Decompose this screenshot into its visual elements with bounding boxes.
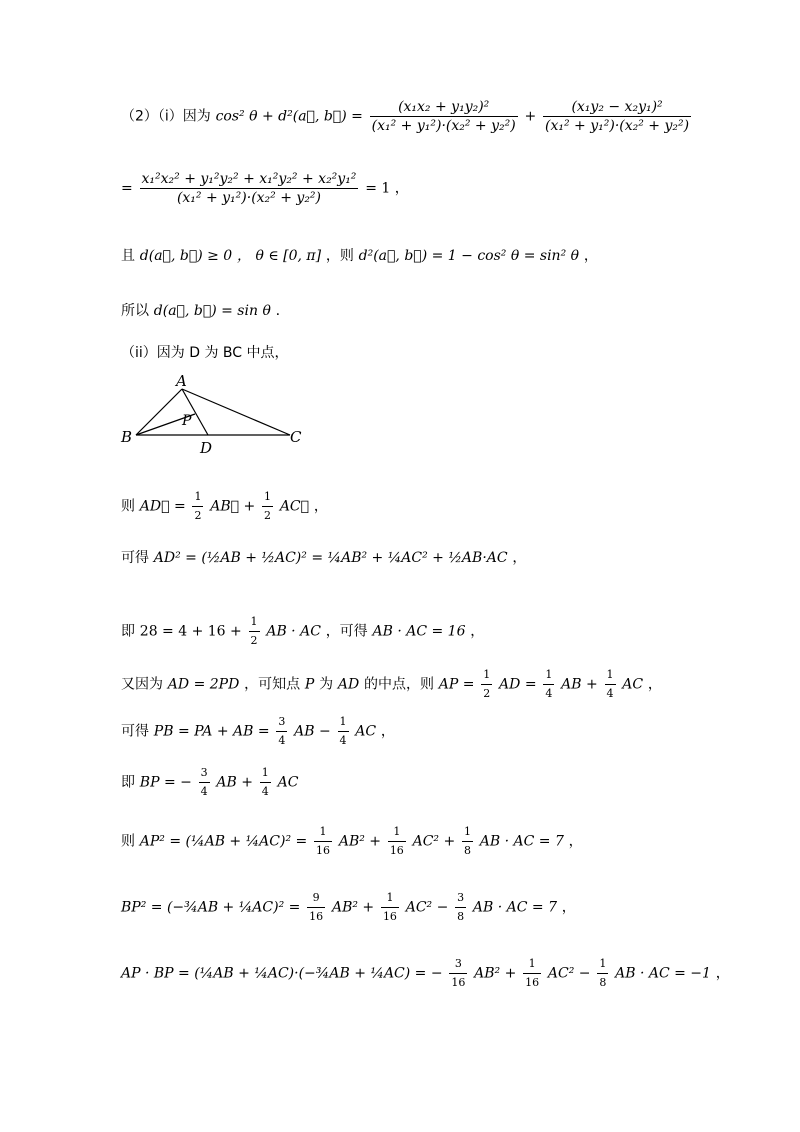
fraction xyxy=(597,955,608,992)
fraction xyxy=(543,666,554,703)
text: 则 xyxy=(121,498,135,515)
line-7 xyxy=(121,547,526,568)
denominator: 2 xyxy=(250,634,258,647)
math: 28 = 4 + 16 + xyxy=(139,623,242,640)
line-1 xyxy=(121,98,693,135)
text: 为 xyxy=(319,676,334,693)
math: BP² = (−¾AB + ¼AC)² = xyxy=(121,899,301,916)
line-6 xyxy=(121,488,328,525)
fraction xyxy=(370,98,518,135)
denominator: 4 xyxy=(339,734,347,747)
text: 则 xyxy=(121,833,135,850)
segment-AC xyxy=(182,389,290,435)
math: AB² + xyxy=(338,833,382,850)
math: = xyxy=(121,180,133,197)
numerator: 1 xyxy=(523,955,541,974)
math: d(a⃗, b⃗) = sin θ xyxy=(153,303,271,319)
denominator: 8 xyxy=(457,910,465,923)
math: AC² − xyxy=(547,965,591,982)
text: 的中点，则 xyxy=(363,676,434,693)
text: ， xyxy=(380,723,395,740)
numerator: 3 xyxy=(199,764,210,783)
text: 可得 xyxy=(121,723,149,740)
line-5 xyxy=(121,342,289,363)
numerator: 3 xyxy=(276,713,287,732)
line-2 xyxy=(121,170,409,207)
math: AB · AC = 7 xyxy=(479,833,564,850)
denominator: 4 xyxy=(278,734,286,747)
label-P: P xyxy=(182,413,192,429)
math: AC⃗ xyxy=(279,498,310,515)
math: BP = − xyxy=(139,774,192,791)
math: AP = xyxy=(438,676,475,693)
math: AB · AC xyxy=(266,623,321,640)
text: ， xyxy=(647,676,662,693)
text: ， xyxy=(512,550,527,566)
numerator: (x₁y₂ − x₂y₁)² xyxy=(543,98,691,117)
fraction xyxy=(523,955,541,992)
math: . xyxy=(275,303,281,319)
numerator: 9 xyxy=(307,889,325,908)
line-14 xyxy=(121,955,730,992)
denominator: 16 xyxy=(309,910,324,923)
denominator: 8 xyxy=(599,976,607,989)
label-A: A xyxy=(176,372,187,390)
denominator: 16 xyxy=(451,976,466,989)
math: AD⃗ = xyxy=(139,498,186,515)
fraction xyxy=(449,955,467,992)
numerator: 1 xyxy=(481,666,492,685)
text: 又因为 xyxy=(121,676,163,693)
math: cos² θ + d²(a⃗, b⃗) = xyxy=(215,108,363,125)
denominator: 4 xyxy=(606,687,614,700)
denominator: 16 xyxy=(525,976,540,989)
math: AC xyxy=(277,774,299,791)
math: AD = 2PD xyxy=(167,676,240,693)
fraction xyxy=(199,764,210,801)
math: AP · BP = (¼AB + ¼AC)·(−¾AB + ¼AC) = − xyxy=(121,965,443,982)
numerator: x₁²x₂² + y₁²y₂² + x₁²y₂² + x₂²y₁² xyxy=(141,171,357,187)
numerator: 1 xyxy=(260,764,271,783)
math: AB + xyxy=(216,774,254,791)
math: AB − xyxy=(294,723,331,740)
math: ， θ ∈ [0, π] xyxy=(237,248,322,264)
math: AC² − xyxy=(405,899,449,916)
denominator: 16 xyxy=(389,844,404,857)
line-4 xyxy=(121,300,280,321)
numerator: 1 xyxy=(314,823,332,842)
math: AB + xyxy=(561,676,598,693)
math: = 1 ， xyxy=(365,180,409,197)
math: AD xyxy=(337,676,360,693)
math: + xyxy=(524,108,537,125)
denominator: 2 xyxy=(483,687,491,700)
math: d²(a⃗, b⃗) = 1 − cos² θ = sin² θ xyxy=(358,248,580,264)
text: 所以 xyxy=(121,303,149,319)
numerator: 3 xyxy=(449,955,467,974)
math: d(a⃗, b⃗) ≥ 0 xyxy=(139,248,233,264)
segment-BA xyxy=(136,389,182,435)
math: AB⃗ + xyxy=(210,498,256,515)
numerator: 1 xyxy=(543,666,554,685)
text: ，则 xyxy=(325,248,354,264)
text: （2）（i）因为 xyxy=(121,108,211,125)
fraction xyxy=(260,764,271,801)
fraction xyxy=(140,170,359,207)
fraction xyxy=(192,488,203,525)
numerator: 1 xyxy=(388,823,406,842)
numerator: 1 xyxy=(381,889,399,908)
math: AC xyxy=(355,723,377,740)
math: AP² = (¼AB + ¼AC)² = xyxy=(139,833,308,850)
numerator: 1 xyxy=(605,666,616,685)
fraction xyxy=(381,889,399,926)
fraction xyxy=(249,613,260,650)
math: PB = PA + AB = xyxy=(153,723,270,740)
fraction xyxy=(388,823,406,860)
text: 即 xyxy=(121,623,135,640)
numerator: 1 xyxy=(338,713,349,732)
line-13 xyxy=(121,889,576,926)
fraction xyxy=(543,98,691,135)
text: 且 xyxy=(121,248,135,264)
math: AB · AC = 7 xyxy=(472,899,558,916)
text: ，可得 xyxy=(325,623,368,640)
denominator: (x₁² + y₁²)·(x₂² + y₂²) xyxy=(545,118,690,134)
denominator: 8 xyxy=(464,844,471,857)
line-12 xyxy=(121,823,583,860)
text: ，可知点 xyxy=(244,676,301,693)
math: P xyxy=(304,676,315,693)
fraction xyxy=(276,713,287,750)
denominator: 4 xyxy=(545,687,553,700)
math: AD = xyxy=(499,676,537,693)
text: ， xyxy=(568,833,583,850)
numerator: 1 xyxy=(462,823,473,842)
text: ， xyxy=(470,623,485,640)
label-D: D xyxy=(200,439,213,457)
math: AD² = (½AB + ½AC)² = ¼AB² + ¼AC² + ½AB·AC xyxy=(153,550,508,566)
fraction xyxy=(338,713,349,750)
fraction xyxy=(605,666,616,703)
label-B: B xyxy=(121,428,133,446)
numerator: 1 xyxy=(192,488,203,507)
text: ， xyxy=(583,248,598,264)
fraction xyxy=(262,488,273,525)
numerator: 3 xyxy=(455,889,466,908)
denominator: 16 xyxy=(382,910,397,923)
math: AB² + xyxy=(474,965,517,982)
fraction xyxy=(307,889,325,926)
fraction xyxy=(314,823,332,860)
text: ， xyxy=(715,965,730,982)
math: AB² + xyxy=(331,899,375,916)
label-C: C xyxy=(290,428,302,446)
math: AB · AC = 16 xyxy=(372,623,466,640)
numerator: (x₁x₂ + y₁y₂)² xyxy=(370,98,518,117)
line-9 xyxy=(121,666,662,703)
denominator: (x₁² + y₁²)·(x₂² + y₂²) xyxy=(176,190,322,206)
line-3 xyxy=(121,245,598,266)
denominator: 2 xyxy=(194,509,202,522)
math: AC xyxy=(622,676,644,693)
triangle-figure xyxy=(118,368,318,458)
denominator: 16 xyxy=(316,844,331,857)
denominator: 4 xyxy=(200,785,208,798)
numerator: 1 xyxy=(597,955,608,974)
denominator: 4 xyxy=(261,785,269,798)
text: 可得 xyxy=(121,550,149,566)
numerator: 1 xyxy=(249,613,260,632)
math: AB · AC = −1 xyxy=(615,965,711,982)
line-11 xyxy=(121,764,298,801)
math: AC² + xyxy=(412,833,456,850)
fraction xyxy=(455,889,466,926)
text: ， xyxy=(561,899,576,916)
text: （ii）因为 D 为 BC 中点， xyxy=(121,345,289,361)
line-10 xyxy=(121,713,395,750)
text: ， xyxy=(313,498,328,515)
fraction xyxy=(481,666,492,703)
line-8 xyxy=(121,613,484,650)
numerator: 1 xyxy=(262,488,273,507)
fraction xyxy=(462,823,473,860)
denominator: (x₁² + y₁²)·(x₂² + y₂²) xyxy=(371,118,516,134)
denominator: 2 xyxy=(264,509,272,522)
text: 即 xyxy=(121,774,135,791)
